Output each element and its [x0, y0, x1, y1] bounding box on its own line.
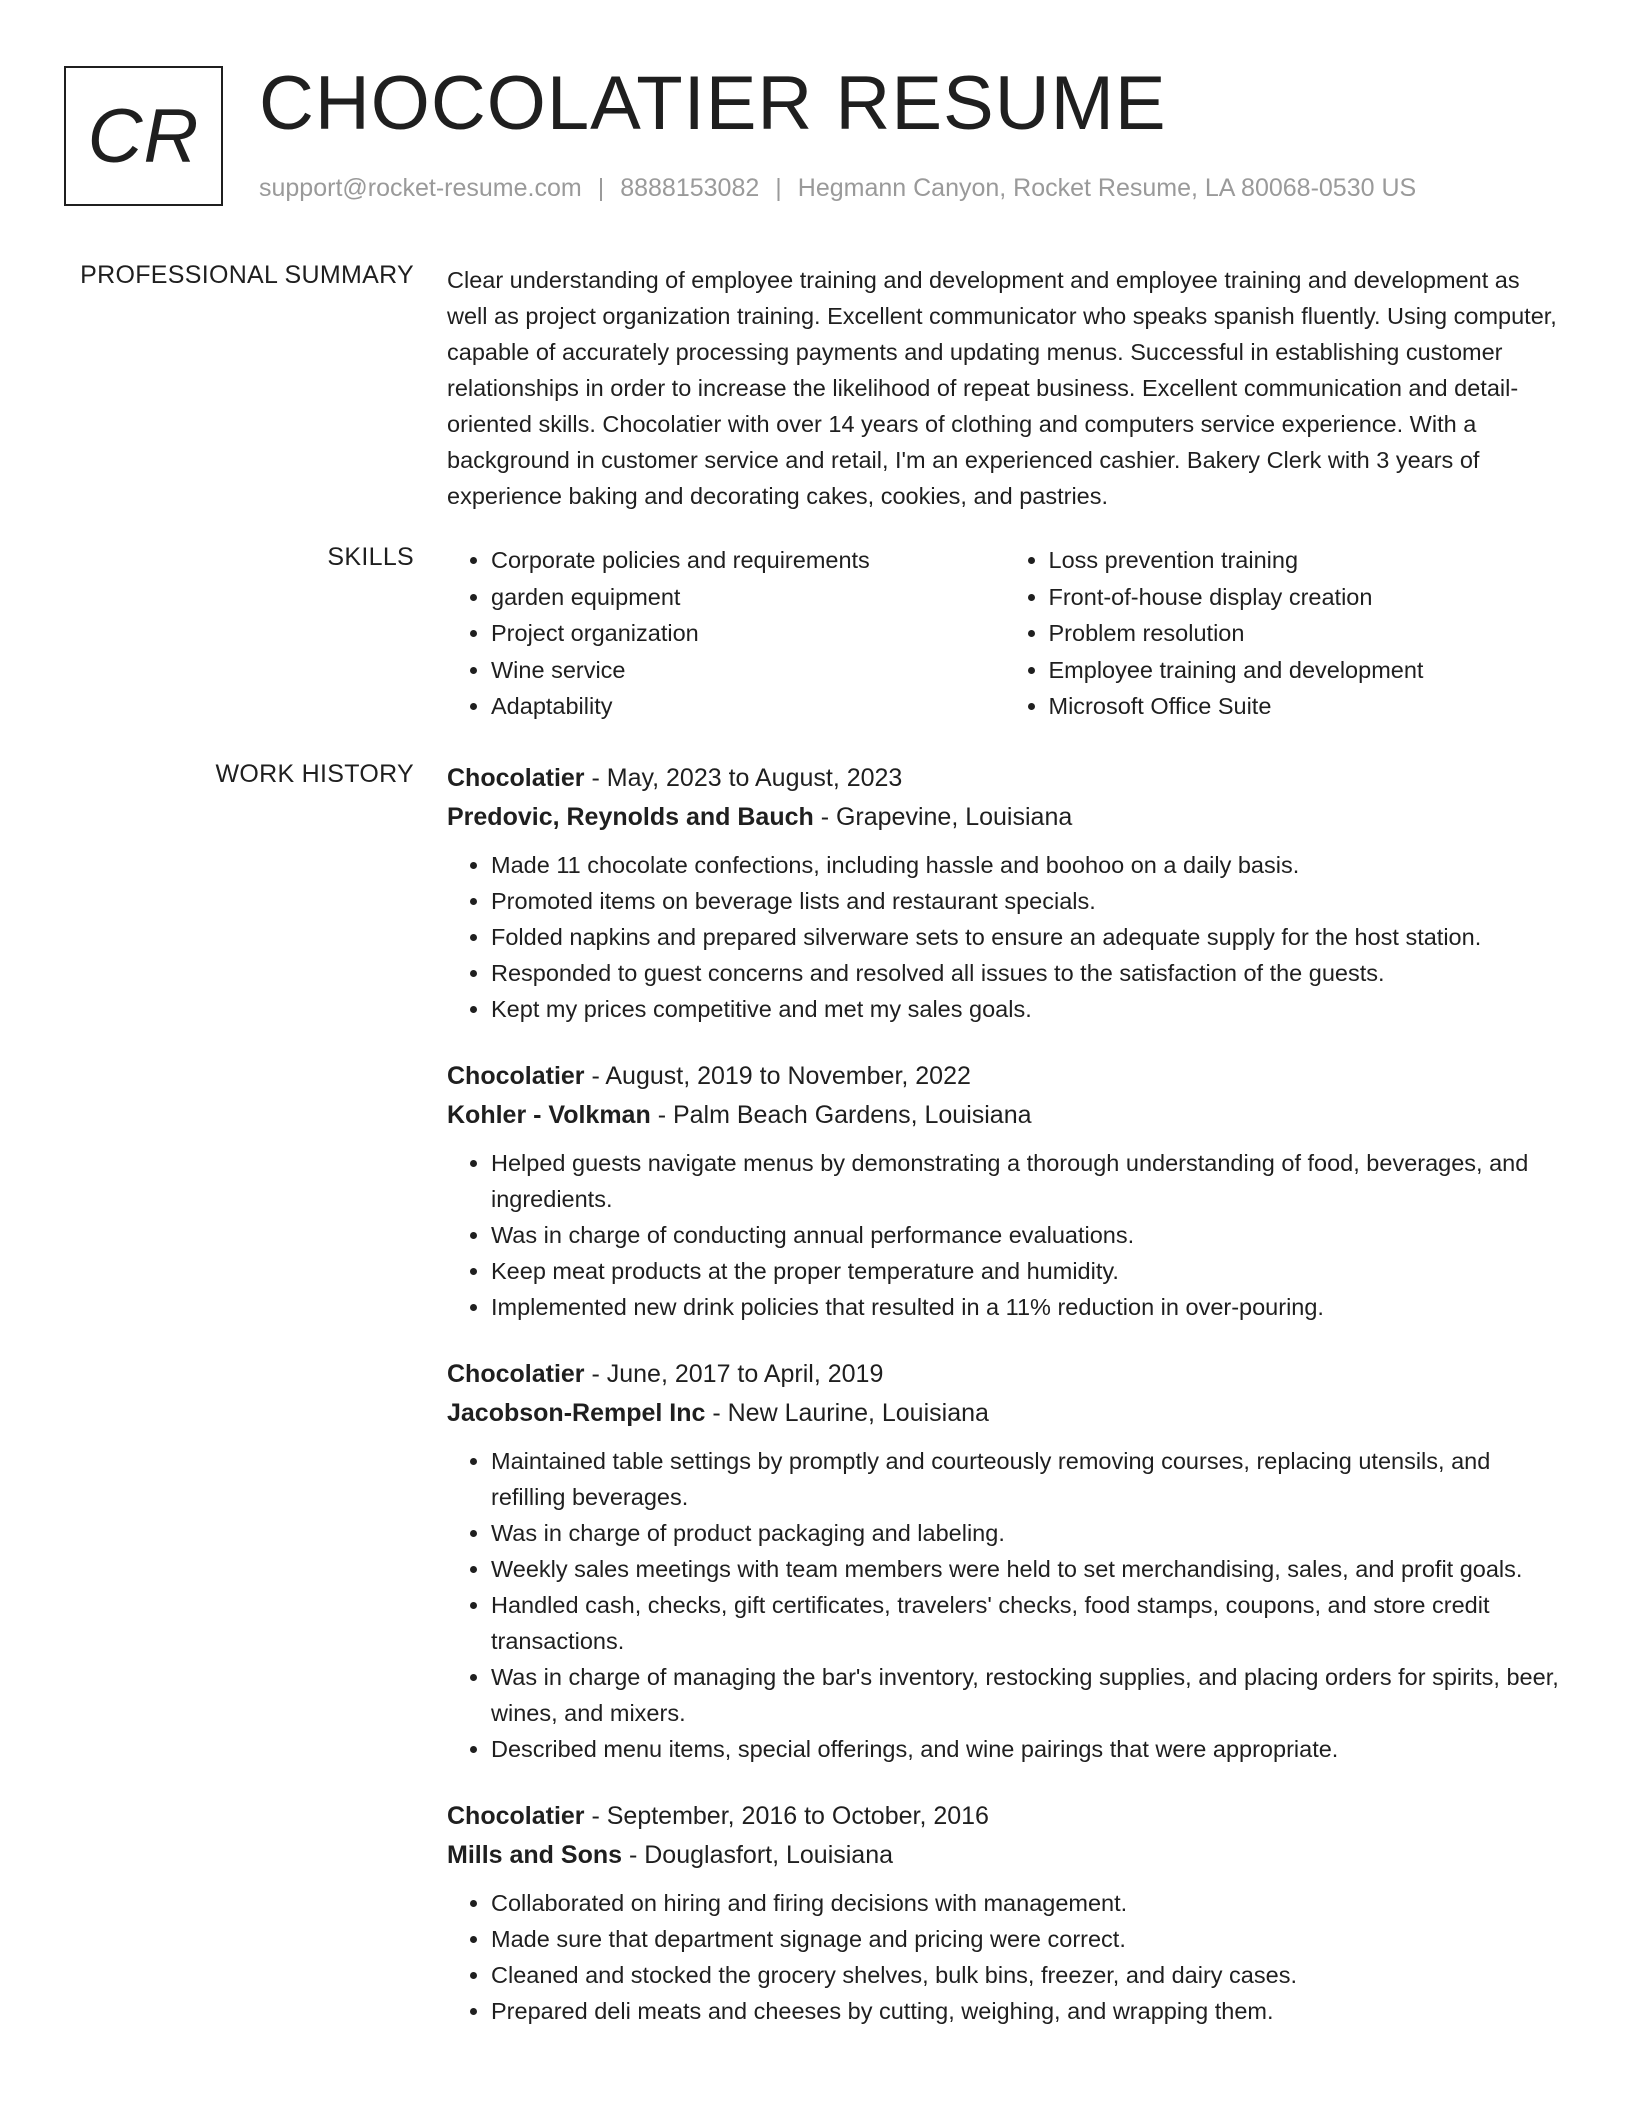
contact-line	[259, 174, 1416, 203]
skill-item: • Adaptability	[491, 688, 1005, 725]
job-bullet: • Cleaned and stocked the grocery shelves, bulk bins, freezer, and dairy cases.	[491, 1957, 1562, 1993]
skills-list-right	[1005, 542, 1563, 725]
resume-header	[64, 61, 1568, 211]
job-bullet: • Made sure that department signage and pricing were correct.	[491, 1921, 1562, 1957]
job-bullets	[447, 1145, 1562, 1325]
summary-text: Clear understanding of employee training and development and employee training and development as well as project organization training. Excellent communicator who speaks spanish fluently. Using computer, capable of accurately processing payments and updating menus. Successful in establishing customer relationships in order to increase the likelihood of repeat business. Excellent communication and detail-oriented skills. Chocolatier with over 14 years of clothing and computers service experience. With a background in customer service and retail, I'm an experienced cashier. Bakery Clerk with 3 years of experience baking and decorating cakes, cookies, and pastries.	[447, 267, 1557, 509]
section-label-summary: PROFESSIONAL SUMMARY	[80, 261, 414, 289]
job-location: - Douglasfort, Louisiana	[622, 1841, 894, 1869]
job-company: Kohler - Volkman	[447, 1101, 651, 1129]
job-bullet: • Was in charge of conducting annual performance evaluations.	[491, 1217, 1562, 1253]
job-bullet: • Kept my prices competitive and met my sales goals.	[491, 991, 1562, 1027]
job-bullet: • Was in charge of product packaging and labeling.	[491, 1515, 1562, 1551]
job-title-line	[447, 1355, 1562, 1393]
job-dates: - June, 2017 to April, 2019	[584, 1360, 884, 1388]
job-location: - Palm Beach Gardens, Louisiana	[650, 1101, 1032, 1129]
contact-separator: |	[775, 174, 782, 202]
job-bullet: • Described menu items, special offerings, and wine pairings that were appropriate.	[491, 1731, 1562, 1767]
skills-list-left	[447, 542, 1005, 725]
job-bullet: • Implemented new drink policies that resulted in a 11% reduction in over-pouring.	[491, 1289, 1562, 1325]
job-entry	[447, 1797, 1562, 2029]
job-bullets	[447, 1443, 1562, 1767]
monogram-logo: CR	[64, 66, 223, 206]
job-dates: - August, 2019 to November, 2022	[584, 1062, 971, 1090]
job-location: - Grapevine, Louisiana	[813, 803, 1073, 831]
job-bullet: • Collaborated on hiring and firing decisions with management.	[491, 1885, 1562, 1921]
job-title: Chocolatier	[447, 764, 585, 792]
job-entry	[447, 759, 1562, 1027]
job-bullet: • Weekly sales meetings with team members were held to set merchandising, sales, and profit goals.	[491, 1551, 1562, 1587]
job-location: - New Laurine, Louisiana	[705, 1399, 989, 1427]
skill-item: • Wine service	[491, 652, 1005, 689]
skill-item: • Project organization	[491, 615, 1005, 652]
skill-item: • Corporate policies and requirements	[491, 542, 1005, 579]
skill-item: • Loss prevention training	[1049, 542, 1563, 579]
job-company-line	[447, 1835, 1562, 1875]
job-title: Chocolatier	[447, 1062, 585, 1090]
job-dates: - September, 2016 to October, 2016	[584, 1802, 989, 1830]
skill-item: • Microsoft Office Suite	[1049, 688, 1563, 725]
job-bullet: • Prepared deli meats and cheeses by cutting, weighing, and wrapping them.	[491, 1993, 1562, 2029]
skill-item: • garden equipment	[491, 579, 1005, 616]
job-title: Chocolatier	[447, 1802, 585, 1830]
job-company: Mills and Sons	[447, 1841, 623, 1869]
contact-separator: |	[597, 174, 605, 202]
skill-item: • Front-of-house display creation	[1049, 579, 1563, 616]
job-entry	[447, 1057, 1562, 1325]
job-bullet: • Made 11 chocolate confections, including hassle and boohoo on a daily basis.	[491, 847, 1562, 883]
job-title-line	[447, 1797, 1562, 1835]
job-bullet: • Folded napkins and prepared silverware sets to ensure an adequate supply for the host station.	[491, 919, 1562, 955]
jobs-list	[447, 759, 1562, 2059]
contact-address: Hegmann Canyon, Rocket Resume, LA 80068-0530 US	[797, 174, 1417, 202]
job-title-line	[447, 759, 1562, 797]
job-bullet: • Was in charge of managing the bar's inventory, restocking supplies, and placing orders for spirits, beer, wines, and mixers.	[491, 1659, 1562, 1731]
job-bullet: • Keep meat products at the proper temperature and humidity.	[491, 1253, 1562, 1289]
job-company-line	[447, 1095, 1562, 1135]
job-company: Jacobson-Rempel Inc	[447, 1399, 706, 1427]
skill-item: • Employee training and development	[1049, 652, 1563, 689]
job-bullet: • Maintained table settings by promptly and courteously removing courses, replacing utensils, and refilling beverages.	[491, 1443, 1562, 1515]
contact-email[interactable]: support@rocket-resume.com	[259, 174, 582, 202]
section-label-work: WORK HISTORY	[215, 760, 414, 788]
job-company-line	[447, 797, 1562, 837]
job-bullet: • Promoted items on beverage lists and restaurant specials.	[491, 883, 1562, 919]
job-bullets	[447, 847, 1562, 1027]
job-bullets	[447, 1885, 1562, 2029]
contact-phone[interactable]: 8888153082	[620, 174, 760, 202]
job-dates: - May, 2023 to August, 2023	[584, 764, 903, 792]
resume-title: CHOCOLATIER RESUME	[259, 61, 1167, 146]
section-label-skills: SKILLS	[327, 543, 414, 571]
job-entry	[447, 1355, 1562, 1767]
job-title-line	[447, 1057, 1562, 1095]
job-bullet: • Handled cash, checks, gift certificates, travelers' checks, food stamps, coupons, and store credit transactions.	[491, 1587, 1562, 1659]
job-title: Chocolatier	[447, 1360, 585, 1388]
job-bullet: • Responded to guest concerns and resolved all issues to the satisfaction of the guests.	[491, 955, 1562, 991]
skill-item: • Problem resolution	[1049, 615, 1563, 652]
job-bullet: • Helped guests navigate menus by demonstrating a thorough understanding of food, beverages, and ingredients.	[491, 1145, 1562, 1217]
job-company-line	[447, 1393, 1562, 1433]
job-company: Predovic, Reynolds and Bauch	[447, 803, 814, 831]
